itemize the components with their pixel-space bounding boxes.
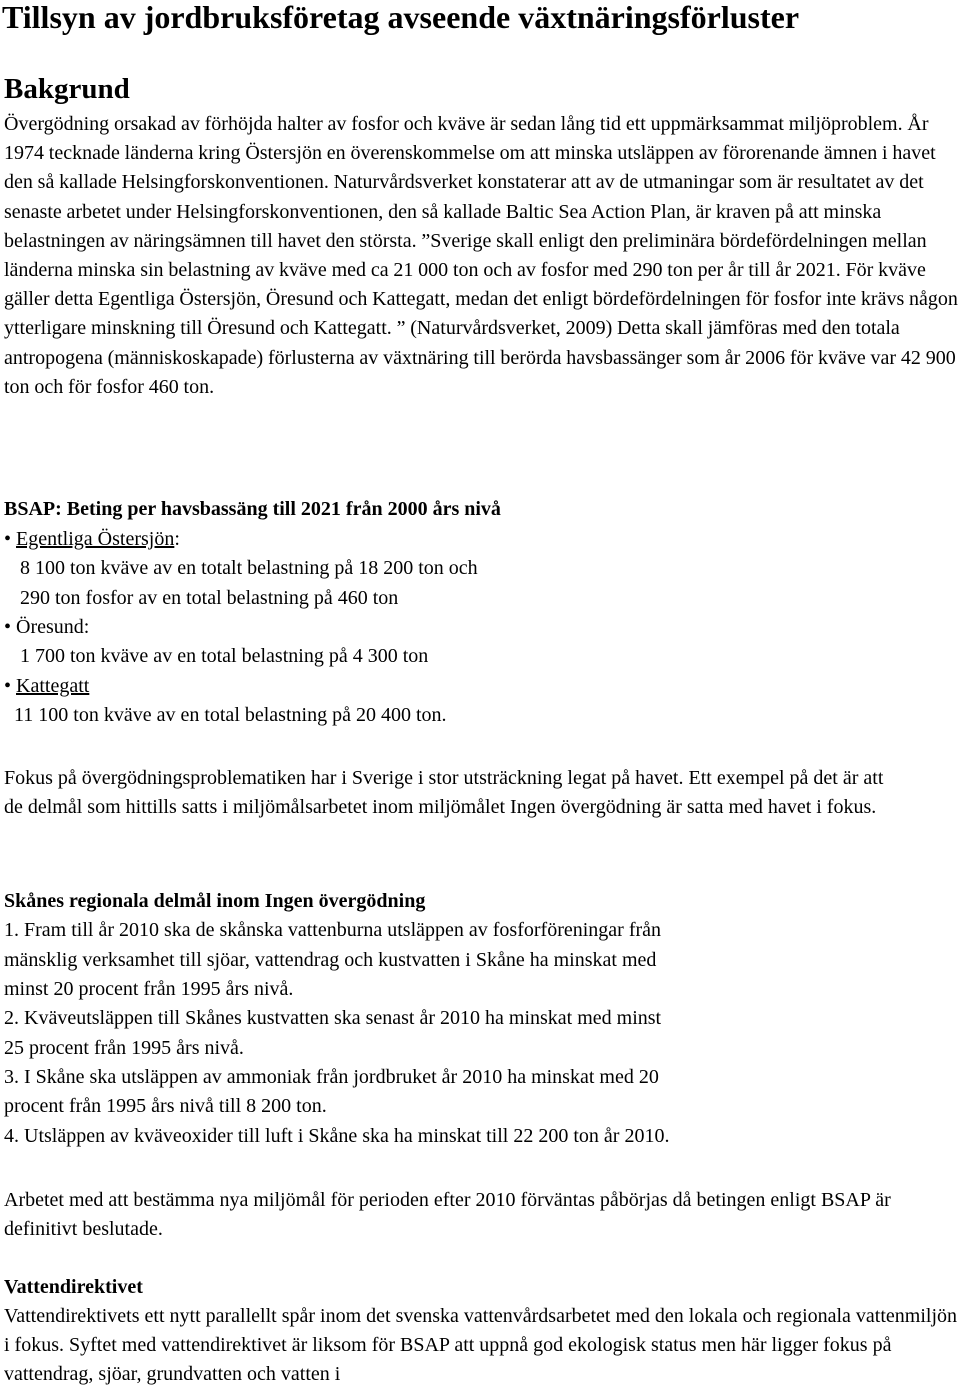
skane-heading: Skånes regionala delmål inom Ingen övergödning <box>4 890 426 912</box>
goal-line: 3. I Skåne ska utsläppen av ammoniak från jordbruket år 2010 ha minskat med 20 <box>4 1066 659 1088</box>
bakgrund-heading: Bakgrund <box>4 73 130 105</box>
basin-detail-line: 1 700 ton kväve av en total belastning på 4 300 ton <box>20 645 429 667</box>
goal-line: 2. Kväveutsläppen till Skånes kustvatten ska senast år 2010 ha minskat med minst <box>4 1007 662 1029</box>
list-item <box>4 525 180 554</box>
goal-line: procent från 1995 års nivå till 8 200 ton. <box>4 1095 327 1117</box>
goal-line: 25 procent från 1995 års nivå. <box>4 1037 244 1059</box>
list-item <box>4 613 89 642</box>
goal-line: minst 20 procent från 1995 års nivå. <box>4 978 294 1000</box>
basin-detail-line: 290 ton fosfor av en total belastning på 460 ton <box>20 587 399 609</box>
basin-detail-line: 8 100 ton kväve av en totalt belastning på 18 200 ton och <box>20 557 478 579</box>
bullet-icon: • <box>4 528 12 550</box>
bsap-heading: BSAP: Beting per havsbassäng till 2021 från 2000 års nivå <box>4 498 501 520</box>
basin-name: Kattegatt <box>16 675 90 697</box>
bullet-icon: • <box>4 675 12 697</box>
goal-line: 4. Utsläppen av kväveoxider till luft i Skåne ska ha minskat till 22 200 ton år 2010. <box>4 1125 670 1147</box>
basin-name: Egentliga Östersjön <box>16 528 175 550</box>
basin-suffix: : <box>174 528 180 550</box>
list-item <box>4 672 89 701</box>
vattendirektivet-paragraph: Vattendirektivets ett nytt parallellt spår inom det svenska vattenvårdsarbetet med den lokala och regionala vattenmiljön i fokus. Syftet med vattendirektivet är liksom för BSAP att uppnå god ekologisk status men här ligger fokus på vattendrag, sjöar, grundvatten och vatten i <box>4 1305 958 1386</box>
bullet-icon: • <box>4 616 12 638</box>
basin-name: Öresund: <box>16 616 90 638</box>
fokus-paragraph: Fokus på övergödningsproblematiken har i Sverige i stor utsträckning legat på havet. Ett exempel på det är att de delmål som hittills satts i miljömålsarbetet inom miljömålet Ingen övergödning är satta med havet i fokus. <box>4 767 884 819</box>
arbetet-paragraph: Arbetet med att bestämma nya miljömål för perioden efter 2010 förväntas påbörjas då betingen enligt BSAP är definitivt beslutade. <box>4 1189 891 1241</box>
bakgrund-paragraph: Övergödning orsakad av förhöjda halter av fosfor och kväve är sedan lång tid ett uppmärksammat miljöproblem. År 1974 tecknade länderna kring Östersjön en överenskommelse om att minska utsläppen av förorenande ämnen i havet den så kallade Helsingforskonventionen. Naturvårdsverket konstaterar att av de utmaningar som är resultatet av det senaste arbetet under Helsingforskonventionen, den så kallade Baltic Sea Action Plan, är kraven på att minska belastningen av näringsämnen till havet den största. ”Sverige skall enligt den preliminära bördefördelningen mellan länderna minska sin belastning av kväve med ca 21 000 ton och av fosfor med 290 ton per år till år 2021. För kväve gäller detta Egentliga Östersjön, Öresund och Kattegatt, medan det enligt bördefördelningen för fosfor inte krävs någon ytterligare minskning till Öresund och Kattegatt. ” (Naturvårdsverket, 2009) Detta skall jämföras med den totala antropogena (människoskapade) förlusterna av växtnäring till berörda havsbassänger som år 2006 för kväve var 42 900 ton och för fosfor 460 ton. <box>4 113 958 398</box>
basin-detail-line: 11 100 ton kväve av en total belastning på 20 400 ton. <box>14 704 447 726</box>
goal-line: mänsklig verksamhet till sjöar, vattendrag och kustvatten i Skåne ha minskat med <box>4 949 657 971</box>
document-title: Tillsyn av jordbruksföretag avseende växtnäringsförluster <box>2 0 800 35</box>
goal-line: 1. Fram till år 2010 ska de skånska vattenburna utsläppen av fosforföreningar från <box>4 919 662 941</box>
vattendirektivet-heading: Vattendirektivet <box>4 1276 143 1298</box>
